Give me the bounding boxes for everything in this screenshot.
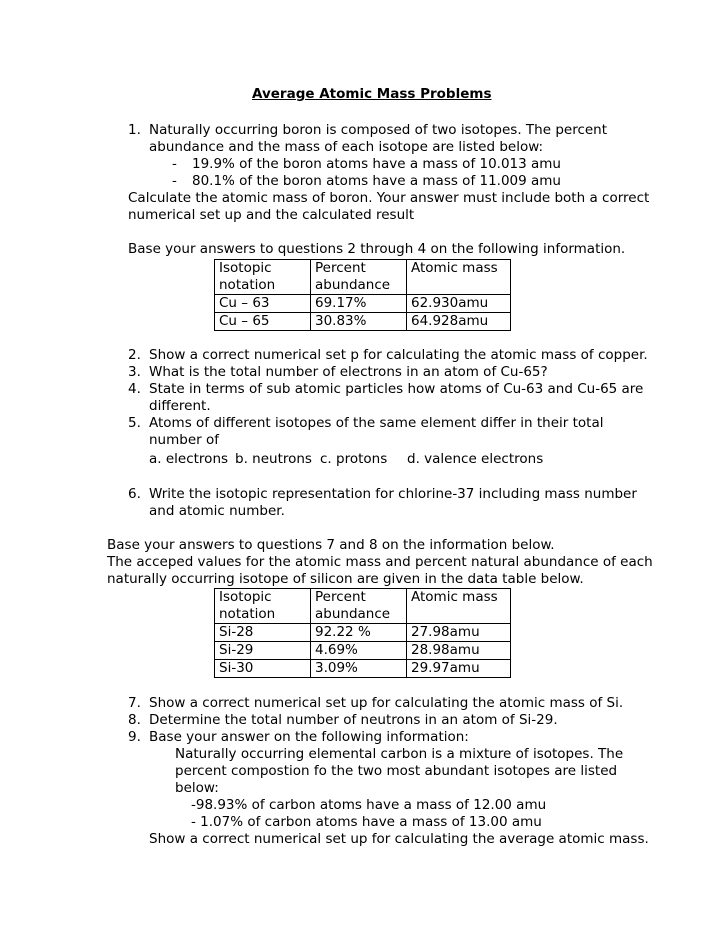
q5-choice-d: d. valence electrons: [407, 451, 544, 467]
q7-text: Show a correct numerical set up for calculating the atomic mass of Si.: [149, 695, 624, 711]
q9-final-instruction: Show a correct numerical set up for calculating the average atomic mass.: [149, 831, 649, 847]
q1-bullet-dash: -: [172, 173, 177, 189]
q1-bullet-dash: -: [172, 156, 177, 172]
q4-text-line-1: State in terms of sub atomic particles how atoms of Cu-63 and Cu-65 are: [149, 381, 644, 397]
q9-info-line-2: percent compostion fo the two most abundant isotopes are listed: [175, 763, 618, 779]
q6-text-line-2: and atomic number.: [149, 503, 285, 519]
q1-number: 1.: [128, 122, 141, 138]
table-cell: 92.22 %: [311, 624, 407, 642]
q3-text: What is the total number of electrons in an atom of Cu-65?: [149, 364, 548, 380]
page-title: Average Atomic Mass Problems: [252, 86, 492, 102]
q1-calc-line-2: numerical set up and the calculated result: [128, 207, 415, 223]
base-q7-8-line-2: The acceped values for the atomic mass and percent natural abundance of each: [107, 554, 653, 570]
base-q7-8-line-1: Base your answers to questions 7 and 8 on the information below.: [107, 537, 555, 553]
table-cell: 4.69%: [311, 642, 407, 660]
header-atomic-mass: Atomic mass: [407, 260, 511, 295]
table-cell: 30.83%: [311, 313, 407, 331]
q5-choice-b: b. neutrons: [235, 451, 312, 467]
table-cell: Si-30: [215, 660, 311, 678]
base-q2-4: Base your answers to questions 2 through 4 on the following information.: [128, 241, 626, 257]
table-cell: 64.928amu: [407, 313, 511, 331]
q3-number: 3.: [128, 364, 141, 380]
silicon-isotope-table: [214, 588, 511, 678]
base-q7-8-line-3: naturally occurring isotope of silicon are given in the data table below.: [107, 571, 584, 587]
table-cell: 28.98amu: [407, 642, 511, 660]
q5-choice-a: a. electrons: [149, 451, 229, 467]
header-atomic-mass: Atomic mass: [407, 589, 511, 624]
q8-text: Determine the total number of neutrons in an atom of Si-29.: [149, 712, 558, 728]
table-cell: 3.09%: [311, 660, 407, 678]
q9-item-2: - 1.07% of carbon atoms have a mass of 13.00 amu: [191, 814, 542, 830]
header-percent-abundance: Percent abundance: [311, 589, 407, 624]
table-cell: Si-29: [215, 642, 311, 660]
header-isotopic-notation: Isotopic notation: [215, 589, 311, 624]
copper-isotope-table: [214, 259, 511, 331]
table-header-row: [215, 589, 511, 624]
header-percent-abundance: Percent abundance: [311, 260, 407, 295]
q5-text-line-1: Atoms of different isotopes of the same element differ in their total: [149, 415, 604, 431]
header-isotopic-notation: Isotopic notation: [215, 260, 311, 295]
q5-choice-c: c. protons: [320, 451, 388, 467]
q2-number: 2.: [128, 347, 141, 363]
table-header-row: [215, 260, 511, 295]
q9-info-line-1: Naturally occurring elemental carbon is a mixture of isotopes. The: [175, 746, 624, 762]
q6-number: 6.: [128, 486, 141, 502]
q9-text: Base your answer on the following information:: [149, 729, 469, 745]
table-row: [215, 642, 511, 660]
table-cell: Cu – 65: [215, 313, 311, 331]
q1-bullet-1: 19.9% of the boron atoms have a mass of 10.013 amu: [192, 156, 561, 172]
table-row: [215, 295, 511, 313]
q4-number: 4.: [128, 381, 141, 397]
q4-text-line-2: different.: [149, 398, 211, 414]
table-row: [215, 624, 511, 642]
q1-calc-line-1: Calculate the atomic mass of boron. Your answer must include both a correct: [128, 190, 650, 206]
table-cell: Si-28: [215, 624, 311, 642]
q9-number: 9.: [128, 729, 141, 745]
q7-number: 7.: [128, 695, 141, 711]
q1-bullet-2: 80.1% of the boron atoms have a mass of 11.009 amu: [192, 173, 561, 189]
table-row: [215, 313, 511, 331]
table-cell: Cu – 63: [215, 295, 311, 313]
table-cell: 69.17%: [311, 295, 407, 313]
q1-line-1: Naturally occurring boron is composed of two isotopes. The percent: [149, 122, 608, 138]
table-cell: 62.930amu: [407, 295, 511, 313]
q8-number: 8.: [128, 712, 141, 728]
q6-text-line-1: Write the isotopic representation for chlorine-37 including mass number: [149, 486, 637, 502]
table-row: [215, 660, 511, 678]
table-cell: 29.97amu: [407, 660, 511, 678]
q2-text: Show a correct numerical set p for calculating the atomic mass of copper.: [149, 347, 648, 363]
q9-info-line-3: below:: [175, 780, 219, 796]
q5-text-line-2: number of: [149, 432, 219, 448]
q5-number: 5.: [128, 415, 141, 431]
table-cell: 27.98amu: [407, 624, 511, 642]
q9-item-1: -98.93% of carbon atoms have a mass of 12.00 amu: [191, 797, 547, 813]
q1-line-2: abundance and the mass of each isotope are listed below:: [149, 139, 544, 155]
